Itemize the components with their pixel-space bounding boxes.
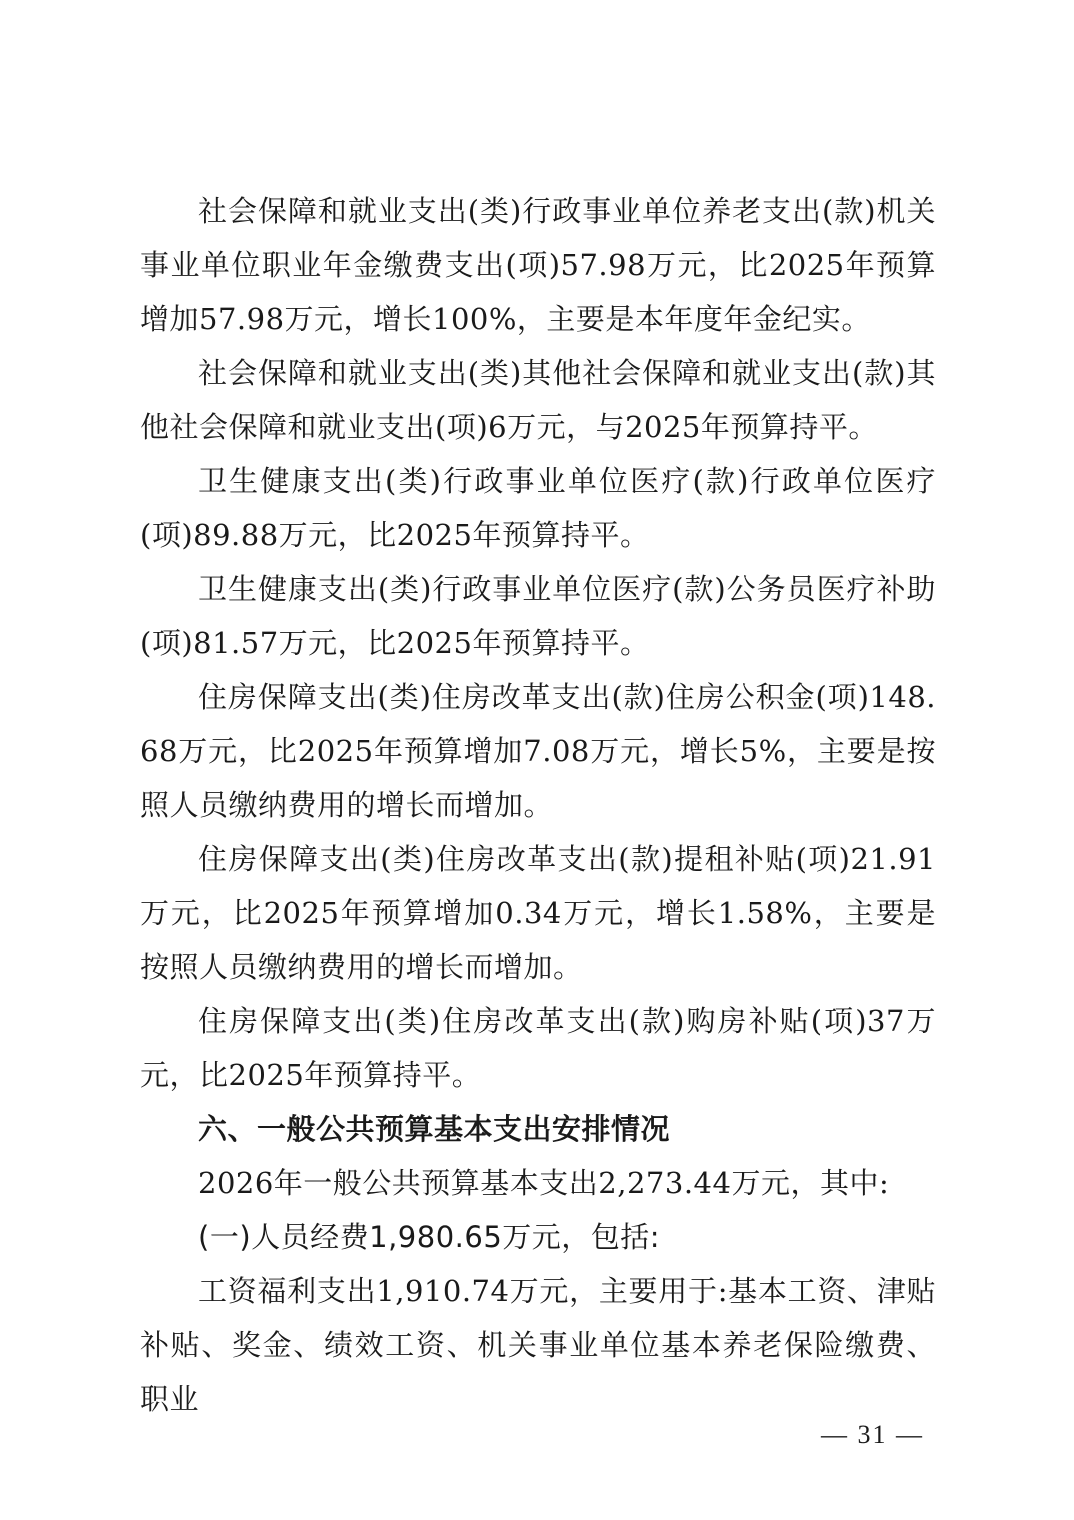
paragraph-pension-annuity: 社会保障和就业支出(类)行政事业单位养老支出(款)机关事业单位职业年金缴费支出(项)57.98万元，比2025年预算增加57.98万元，增长100%，主要是本年度年金纪实。 (140, 194, 936, 336)
paragraph-civil-servant-medical: 卫生健康支出(类)行政事业单位医疗(款)公务员医疗补助(项)81.57万元，比2025年预算持平。 (140, 572, 936, 660)
section-heading: 六、一般公共预算基本支出安排情况 (198, 1112, 671, 1146)
paragraph-admin-medical: 卫生健康支出(类)行政事业单位医疗(款)行政单位医疗(项)89.88万元，比2025年预算持平。 (140, 464, 936, 552)
paragraph-housing-fund: 住房保障支出(类)住房改革支出(款)住房公积金(项)148.68万元，比2025年预算增加7.08万元，增长5%，主要是按照人员缴纳费用的增长而增加。 (140, 680, 936, 822)
summary-paragraph: 2026年一般公共预算基本支出2,273.44万元，其中: (198, 1166, 890, 1200)
page-number: — 31 — (821, 1420, 924, 1449)
salary-welfare-paragraph: 工资福利支出1,910.74万元，主要用于:基本工资、津贴补贴、奖金、绩效工资、机关事业单位基本养老保险缴费、职业 (140, 1274, 936, 1416)
paragraph-housing-purchase-subsidy: 住房保障支出(类)住房改革支出(款)购房补贴(项)37万元，比2025年预算持平。 (140, 1004, 936, 1092)
paragraph-other-social-security: 社会保障和就业支出(类)其他社会保障和就业支出(款)其他社会保障和就业支出(项)6万元，与2025年预算持平。 (140, 356, 936, 444)
page-body (140, 184, 936, 1426)
paragraph-rent-subsidy: 住房保障支出(类)住房改革支出(款)提租补贴(项)21.91万元，比2025年预算增加0.34万元，增长1.58%，主要是按照人员缴纳费用的增长而增加。 (140, 842, 936, 984)
personnel-expense-subheading: (一)人员经费1,980.65万元，包括: (198, 1220, 661, 1254)
